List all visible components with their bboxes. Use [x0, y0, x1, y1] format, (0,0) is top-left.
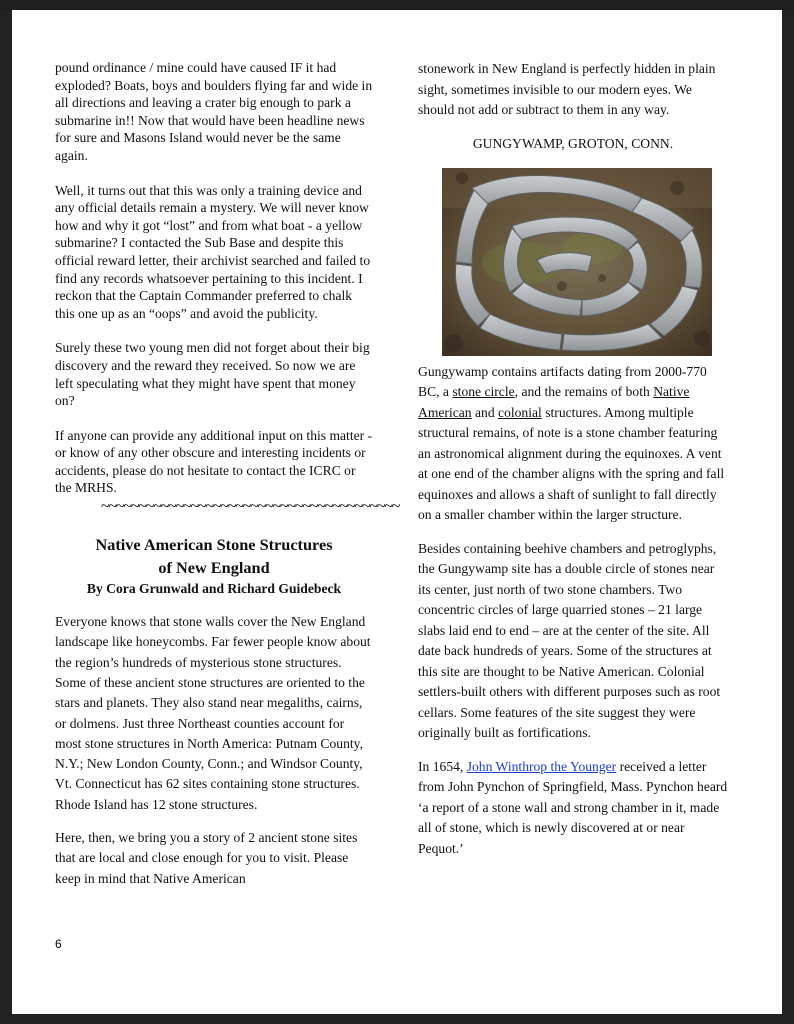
paragraph — [418, 362, 728, 526]
section-separator: ~~~~~~~~~~~~~~~~~~~~~~~~~~~~~~~~~~~~~~~~ — [101, 498, 400, 516]
underlined-term-stone-circle: stone circle — [452, 384, 515, 399]
paragraph: If anyone can provide any additional input on this matter - or know of any other obscure and interesting incidents or accidents, please do not hesitate to contact the ICRC or the MRHS. — [55, 427, 373, 496]
paragraph: Everyone knows that stone walls cover the New England landscape like honeycombs. Far fewer people know about the region’s hundreds of mysterious stone structures. Some of these ancient stone structures are oriented to the stars and planets. They also stand near megaliths, cairns, or dolmens. Just three Northeast counties account for most stone structures in North America: Putnam County, N.Y.; New London County, Conn.; and Windsor County, Vt. Connecticut has 62 sites containing stone structures. Rhode Island has 12 stone structures. — [55, 614, 371, 812]
stone-circle-photo — [442, 168, 712, 356]
article-title-line: of New England — [158, 558, 270, 578]
section-heading: GUNGYWAMP, GROTON, CONN. — [472, 135, 674, 151]
article-byline: By Cora Grunwald and Richard Guidebeck — [86, 581, 342, 597]
paragraph: Here, then, we bring you a story of 2 ancient stone sites that are local and close enough for you to visit. Please keep in mind that Native American — [55, 830, 358, 886]
text-run: In 1654, — [418, 758, 467, 774]
text-run: and — [471, 404, 499, 420]
page-number: 6 — [55, 937, 62, 951]
article-title — [55, 533, 373, 579]
text-run: received a letter from John Pynchon of Springfield, Mass. Pynchon heard ‘a report of a stone wall and strong chamber in it, made all of stone, which is newly discovered at or near Pequot.’ — [418, 758, 728, 856]
article-title-line: Native American Stone Structures — [95, 535, 333, 555]
underlined-term-native-american: Native American — [418, 384, 690, 420]
document-page — [12, 10, 782, 1014]
text-run: structures. Among multiple structural remains, of note is a stone chamber featuring an astronomical alignment during the equinoxes. A vent at one end of the chamber aligns with the spring and fall equinoxes and allows a shaft of sunlight to fall directly on a smaller chamber within the larger structure. — [418, 404, 725, 522]
paragraph: Surely these two young men did not forget about their big discovery and the reward they received. So now we are left speculating what they might have spent that money on? — [55, 340, 370, 409]
window-top-bar — [0, 0, 794, 10]
paragraph: stonework in New England is perfectly hidden in plain sight, sometimes invisible to our modern eyes. We should not add or subtract to them in any way. — [418, 61, 716, 117]
left-column — [55, 59, 400, 902]
paragraph: Well, it turns out that this was only a training device and any official details remain a mystery. We will never know how and why it got “lost” and from what boat - a yellow submarine? I contacted the Sub Base and despite this official reward letter, their archivist searched and failed to find any records whatsoever pertaining to this incident. I reckon that the Captain Commander preferred to chalk this one up as an “oops” and avoid the publicity. — [55, 182, 371, 321]
paragraph: Besides containing beehive chambers and petroglyphs, the Gungywamp site has a double circle of stones near its center, just north of two stone chambers. Two concentric circles of large quarried stones – 21 large slabs laid end to end – are at the center of the site. All date back hundreds of years. Some of the structures at this site are thought to be Native American. Colonial settlers-built others with different purposes such as root cellars. Some features of the site suggest they were originally built as fortifications. — [418, 540, 721, 740]
right-column — [418, 59, 728, 872]
text-run: , and the remains of both — [514, 384, 654, 399]
paragraph — [418, 757, 728, 860]
underlined-term-colonial: colonial — [498, 404, 542, 420]
john-winthrop-link[interactable]: John Winthrop the Younger — [466, 758, 617, 774]
paragraph: pound ordinance / mine could have caused IF it had exploded? Boats, boys and boulders flying far and wide in all directions and leaving a crater big enough to park a submarine in!! Now that would have been headline news for sure and Masons Island would never be the same again. — [55, 60, 373, 163]
text-run: Gungywamp contains artifacts dating from 2000-770 BC, a — [418, 363, 707, 399]
